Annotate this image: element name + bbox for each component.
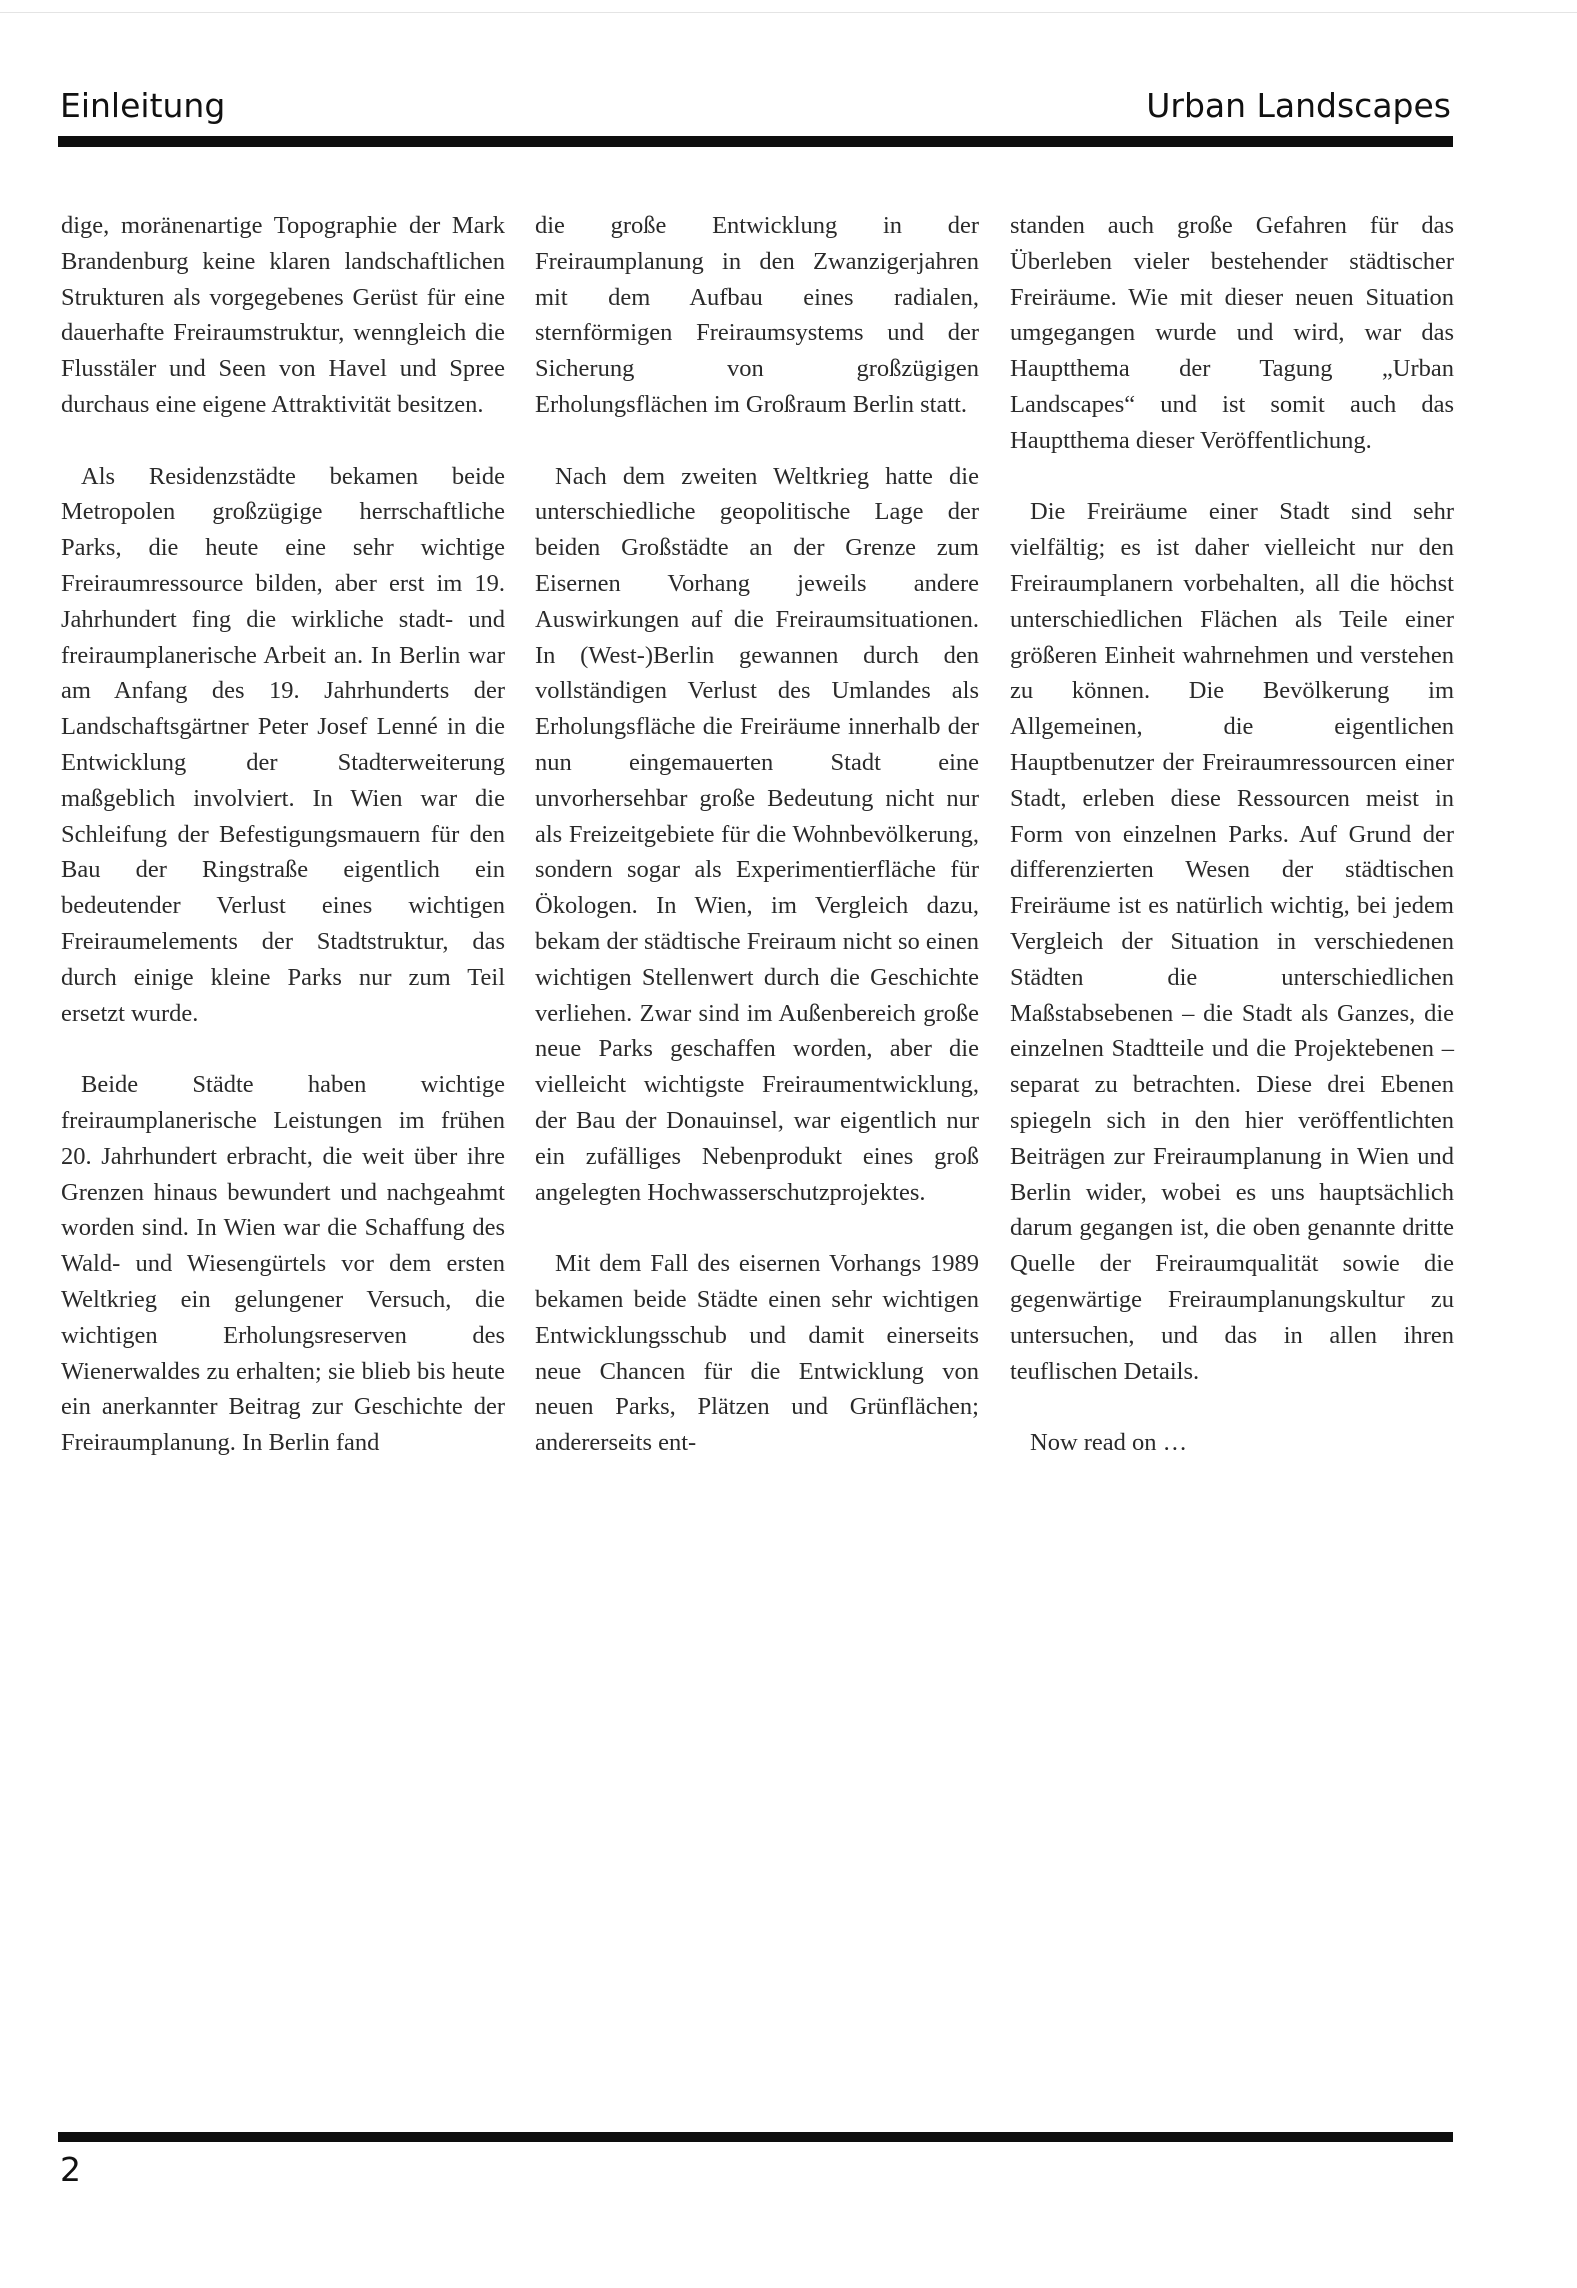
paragraph: Die Freiräume einer Stadt sind sehr vielfältig; es ist daher vielleicht nur den Freiraumplanern vorbehalten, all die höchst unterschiedlichen Flächen als Teile einer größeren Einheit wahrnehmen und verstehen zu können. Die Bevölkerung im Allgemeinen, die eigentlichen Hauptbenutzer der Freiraumressourcen einer Stadt, erleben diese Ressourcen meist in Form von einzelnen Parks. Auf Grund der differenzierten Wesen der städtischen Freiräume ist es natürlich wichtig, bei jedem Vergleich der Situation in verschiedenen Städten die unterschiedlichen Maßstabsebenen – die Stadt als Ganzes, die einzelnen Stadtteile und die Projektebenen – separat zu betrachten. Diese drei Ebenen spiegeln sich in den hier veröffentlichten Beiträgen zur Freiraumplanung in Wien und Berlin wider, wobei es uns hauptsächlich darum gegangen ist, die oben genannte dritte Quelle der Freiraumqualität sowie die gegenwärtige Freiraumplanungskultur zu untersuchen, und das in allen ihren teuflischen Details. bbox=[1010, 498, 1454, 1385]
closing-line: Now read on … bbox=[1030, 1429, 1188, 1457]
paragraph: Als Residenzstädte bekamen beide Metropolen großzügige herrschaftliche Parks, die heute eine sehr wichtige Freiraumressource bilden, aber erst im 19. Jahrhundert fing die wirkliche stadt- und freiraumplanerische Arbeit an. In Berlin war am Anfang des 19. Jahrhunderts der Landschaftsgärtner Peter Josef Lenné in die Entwicklung der Stadterweiterung maßgeblich involviert. In Wien war die Schleifung der Befestigungsmauern für den Bau der Ringstraße eigentlich ein bedeutender Verlust eines wichtigen Freiraumelements der Stadtstruktur, das durch einige kleine Parks nur zum Teil ersetzt wurde. bbox=[61, 462, 505, 1027]
paragraph: Beide Städte haben wichtige freiraumplanerische Leistungen im frühen 20. Jahrhundert erbracht, die weit über ihre Grenzen hinaus bewundert und nachgeahmt worden sind. In Wien war die Schaffung des Wald- und Wiesengürtels vor dem ersten Weltkrieg ein gelungener Versuch, die wichtigen Erholungsreserven des Wienerwaldes zu erhalten; sie blieb bis heute ein anerkannter Beitrag zur Geschichte der Freiraumplanung. In Berlin fand bbox=[61, 1071, 505, 1457]
header-rule bbox=[58, 136, 1453, 147]
text-column-3 bbox=[1010, 208, 1454, 1497]
text-column-1 bbox=[61, 208, 505, 1497]
text-column-2 bbox=[535, 208, 979, 1497]
paragraph: die große Entwicklung in der Freiraumplanung in den Zwanzigerjahren mit dem Aufbau eines radialen, sternförmigen Freiraumsystems und der Sicherung von großzügigen Erholungsflächen im Großraum Berlin statt. bbox=[535, 212, 979, 418]
running-header-section: Einleitung bbox=[60, 86, 226, 125]
paragraph: dige, moränenartige Topographie der Mark Brandenburg keine klaren landschaftlichen Strukturen als vorgegebenes Gerüst für eine dauerhafte Freiraumstruktur, wenngleich die Flusstäler und Seen von Havel und Spree durchaus eine eigene Attraktivität besitzen. bbox=[61, 212, 505, 418]
running-header-title: Urban Landscapes bbox=[1146, 86, 1451, 125]
page-number: 2 bbox=[60, 2150, 81, 2189]
paragraph: standen auch große Gefahren für das Überleben vieler bestehender städtischer Freiräume. Wie mit dieser neuen Situation umgegangen wurde und wird, war das Hauptthema der Tagung „Urban Landscapes“ und ist somit auch das Hauptthema dieser Veröffentlichung. bbox=[1010, 212, 1454, 454]
paragraph: Nach dem zweiten Weltkrieg hatte die unterschiedliche geopolitische Lage der beiden Großstädte an der Grenze zum Eisernen Vorhang jeweils andere Auswirkungen auf die Freiraumsituationen. In (West-)Berlin gewannen durch den vollständigen Verlust des Umlandes als Erholungsfläche die Freiräume innerhalb der nun eingemauerten Stadt eine unvorhersehbar große Bedeutung nicht nur als Freizeitgebiete für die Wohnbevölkerung, sondern sogar als Experimentierfläche für Ökologen. In Wien, im Vergleich dazu, bekam der städtische Freiraum nicht so einen wichtigen Stellenwert durch die Geschichte verliehen. Zwar sind im Außenbereich große neue Parks geschaffen worden, aber die vielleicht wichtigste Freiraumentwicklung, der Bau der Donauinsel, war eigentlich nur ein zufälliges Nebenprodukt eines groß angelegten Hochwasserschutzprojektes. bbox=[535, 462, 979, 1206]
paragraph: Mit dem Fall des eisernen Vorhangs 1989 bekamen beide Städte einen sehr wichtigen Entwicklungsschub und damit einerseits neue Chancen für die Entwicklung von neuen Parks, Plätzen und Grünflächen; andererseits ent- bbox=[535, 1250, 979, 1457]
scan-edge-line bbox=[0, 12, 1577, 13]
footer-rule bbox=[58, 2132, 1453, 2142]
